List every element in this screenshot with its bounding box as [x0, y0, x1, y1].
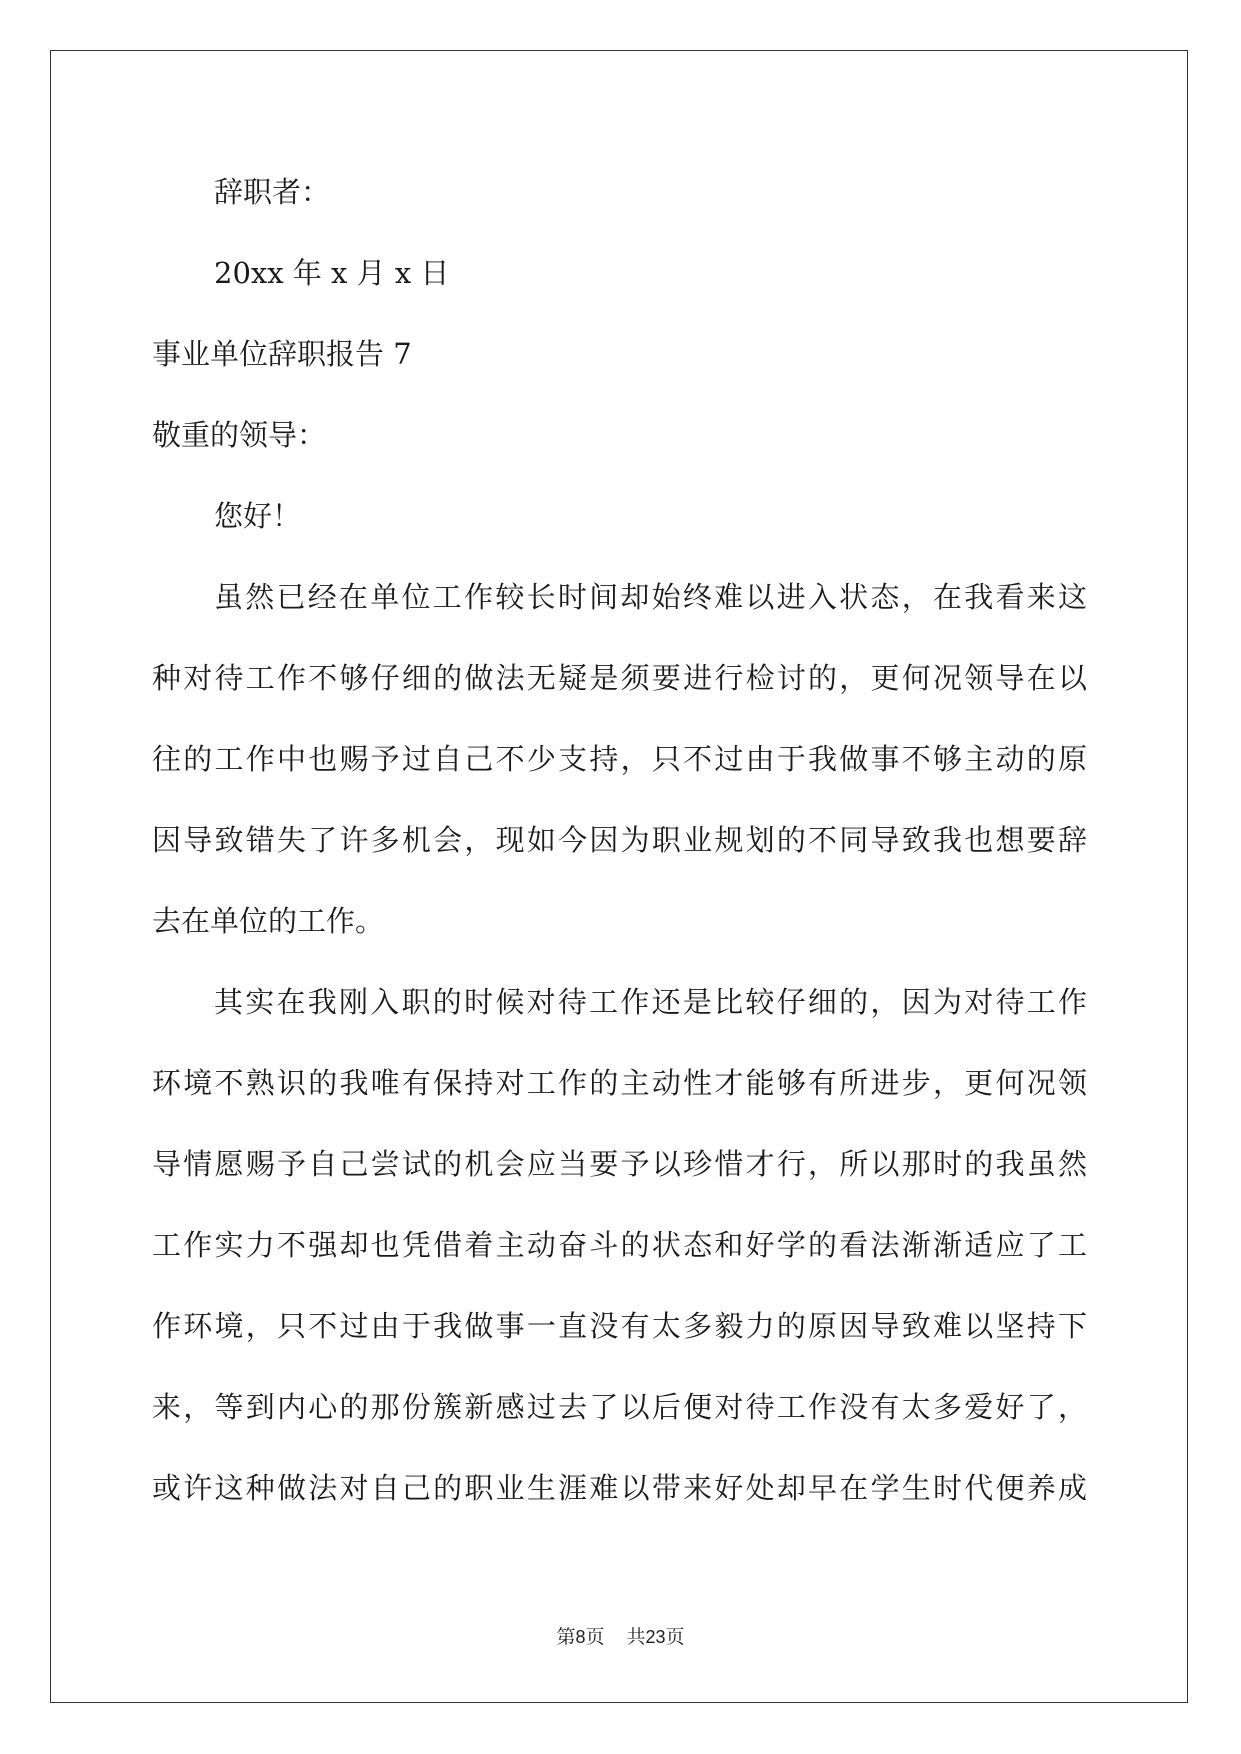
closing-date: 20xx 年 x 月 x 日 — [214, 256, 450, 290]
paragraph-line: 导情愿赐予自己尝试的机会应当要予以珍惜才行，所以那时的我虽然 — [152, 1147, 1087, 1181]
paragraph-line: 作环境，只不过由于我做事一直没有太多毅力的原因导致难以坚持下 — [152, 1309, 1087, 1343]
page-number: 8 — [575, 1627, 586, 1647]
paragraph-line: 去在单位的工作。 — [152, 904, 385, 938]
paragraph-line: 或许这种做法对自己的职业生涯难以带来好处却早在学生时代便养成 — [152, 1471, 1087, 1505]
paragraph-line: 其实在我刚入职的时候对待工作还是比较仔细的，因为对待工作 — [214, 985, 1087, 1019]
paragraph-line: 因导致错失了许多机会，现如今因为职业规划的不同导致我也想要辞 — [152, 823, 1087, 857]
page-suffix: 页 — [585, 1626, 605, 1648]
total-pages: 23 — [645, 1627, 666, 1647]
salutation: 敬重的领导： — [152, 418, 327, 452]
total-prefix: 共 — [626, 1626, 646, 1648]
paragraph-line: 来，等到内心的那份簇新感过去了以后便对待工作没有太多爱好了， — [152, 1390, 1087, 1424]
paragraph-line: 往的工作中也赐予过自己不少支持，只不过由于我做事不够主动的原 — [152, 742, 1087, 776]
paragraph-line: 虽然已经在单位工作较长时间却始终难以进入状态，在我看来这 — [214, 580, 1087, 614]
total-suffix: 页 — [665, 1626, 685, 1648]
page-border — [50, 50, 1188, 1703]
paragraph-line: 种对待工作不够仔细的做法无疑是须要进行检讨的，更何况领导在以 — [152, 661, 1087, 695]
greeting: 您好！ — [214, 499, 302, 533]
paragraph-line: 环境不熟识的我唯有保持对工作的主动性才能够有所进步，更何况领 — [152, 1066, 1087, 1100]
paragraph-line: 工作实力不强却也凭借着主动奋斗的状态和好学的看法渐渐适应了工 — [152, 1228, 1087, 1262]
section-title: 事业单位辞职报告 7 — [152, 337, 412, 371]
page-prefix: 第 — [556, 1626, 576, 1648]
resigner-label: 辞职者： — [214, 175, 331, 209]
page-footer — [0, 1625, 1241, 1649]
